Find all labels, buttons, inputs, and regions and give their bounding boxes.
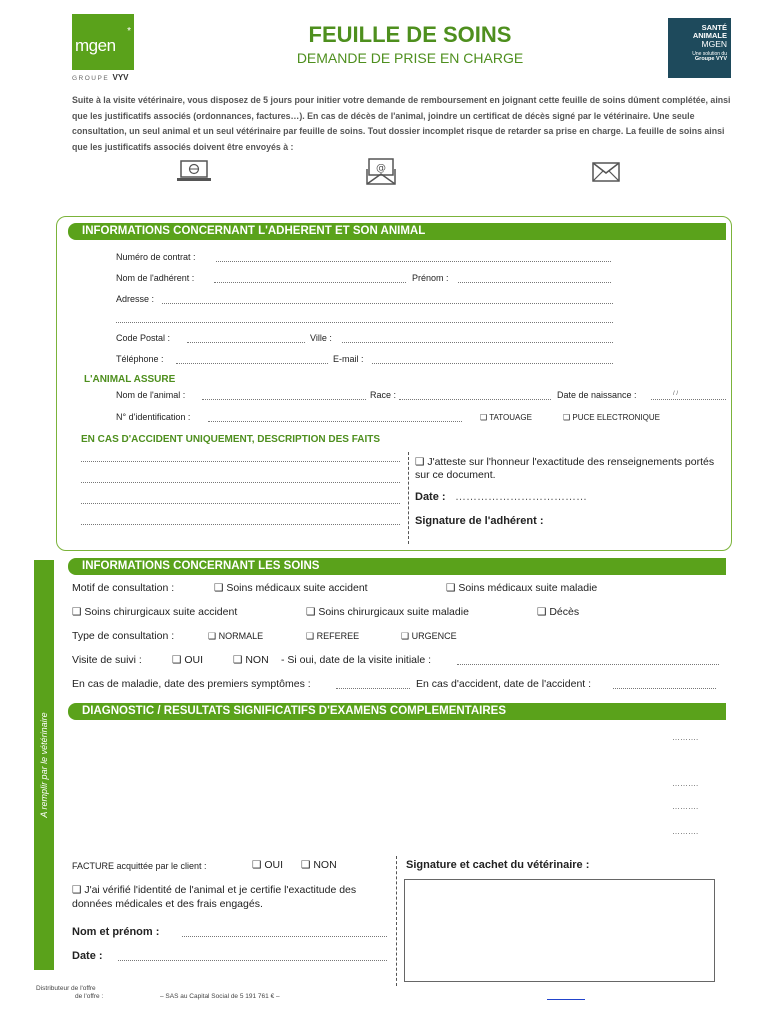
diagnostic-dots-4[interactable]: ………. (672, 827, 699, 836)
diagnostic-dots-1[interactable]: ………. (672, 733, 699, 742)
deces-checkbox[interactable]: ❑ Décès (537, 606, 580, 618)
soins-section-title: INFORMATIONS CONCERNANT LES SOINS (68, 558, 726, 575)
ville-label: Ville : (310, 333, 332, 343)
accident-divider (408, 452, 409, 544)
email-field[interactable] (372, 363, 613, 364)
soins-chir-accident-checkbox[interactable]: ❑ Soins chirurgicaux suite accident (72, 606, 238, 618)
race-label: Race : (370, 390, 397, 400)
page-subtitle: DEMANDE DE PRISE EN CHARGE (296, 50, 524, 66)
intro-text: Suite à la visite vétérinaire, vous disposez de 5 jours pour initier votre demande de remboursement en joignant cette feuille de soins dûment complétée, ainsi que les justificatifs associés (ordonnances, factures…). En cas de décès de l'animal, joindre un certificat de décès signé par le vétérinaire. Une seule consultation, un seul animal et un seul vétérinaire par feuille de soins. Tout dossier incomplet risque de retarder sa prise en charge. La feuille de soins ainsi que les justificatifs associés doivent être envoyés à : (72, 95, 731, 152)
footer-distributeur: Distributeur de l'offre (36, 985, 96, 992)
mgen-logo: mgen * (72, 14, 134, 70)
accident-line-4[interactable] (81, 524, 400, 525)
animal-heading: L'ANIMAL ASSURE (84, 374, 176, 385)
facture-label: FACTURE acquittée par le client : (72, 861, 207, 871)
soins-med-maladie-checkbox[interactable]: ❑ Soins médicaux suite maladie (446, 582, 598, 594)
code-postal-field[interactable] (187, 342, 305, 343)
svg-text:@: @ (376, 163, 386, 174)
nom-prenom-label: Nom et prénom : (72, 926, 160, 938)
identification-field[interactable] (208, 421, 462, 422)
adresse-field-line2[interactable] (116, 322, 613, 323)
prenom-field[interactable] (458, 282, 611, 283)
nom-adherent-label: Nom de l'adhérent : (116, 273, 195, 283)
adherent-date-field[interactable]: ……………………………… (455, 491, 587, 503)
adherent-section-title: INFORMATIONS CONCERNANT L'ADHERENT ET SON ANIMAL (68, 223, 726, 240)
identification-label: N° d'identification : (116, 412, 191, 422)
facture-non-checkbox[interactable]: ❑ NON (301, 859, 337, 871)
date-naissance-sep: / / (673, 391, 679, 397)
veterinaire-date-label: Date : (72, 950, 103, 962)
motif-label: Motif de consultation : (72, 582, 175, 594)
adresse-field[interactable] (162, 303, 613, 304)
facture-divider (396, 856, 397, 986)
certifie-checkbox[interactable]: ❑ J'ai vérifié l'identité de l'animal et je certifie l'exactitude des données médicales et des frais engagés. (72, 884, 357, 910)
ville-field[interactable] (342, 342, 613, 343)
visite-suivi-label: Visite de suivi : (72, 654, 142, 666)
suivi-oui-checkbox[interactable]: ❑ OUI (172, 654, 203, 666)
date-naissance-label: Date de naissance : (557, 390, 637, 400)
referee-checkbox[interactable]: ❑ REFEREE (306, 631, 360, 641)
diagnostic-section-title: DIAGNOSTIC / RESULTATS SIGNIFICATIFS D'EXAMENS COMPLEMENTAIRES (68, 703, 726, 720)
mail-envelope-icon (592, 162, 620, 182)
email-at-icon (366, 156, 396, 186)
race-field[interactable] (399, 399, 551, 400)
accident-line-3[interactable] (81, 503, 400, 504)
accident-date-label: En cas d'accident, date de l'accident : (416, 678, 592, 690)
urgence-checkbox[interactable]: ❑ URGENCE (401, 631, 457, 641)
visite-initiale-label: - Si oui, date de la visite initiale : (281, 654, 431, 666)
veterinaire-side-label: A remplir par le vétérinaire (34, 560, 54, 970)
footer-de-offre: de l'offre : (75, 993, 104, 1000)
groupe-vyv-label: GROUPE VYV (72, 73, 129, 82)
veterinaire-signature-title: Signature et cachet du vétérinaire : (406, 859, 590, 871)
footer-link[interactable] (547, 999, 585, 1000)
nom-animal-label: Nom de l'animal : (116, 390, 186, 400)
sante-animale-logo: SANTÉ ANIMALE MGEN Une solution du Groupe VYV (668, 18, 731, 78)
email-label: E-mail : (333, 354, 364, 364)
diagnostic-dots-3[interactable]: ………. (672, 802, 699, 811)
page-title: FEUILLE DE SOINS (308, 22, 512, 47)
soins-chir-maladie-checkbox[interactable]: ❑ Soins chirurgicaux suite maladie (306, 606, 469, 618)
normale-checkbox[interactable]: ❑ NORMALE (208, 631, 264, 641)
puce-checkbox[interactable]: ❑ PUCE ELECTRONIQUE (563, 413, 660, 422)
type-consultation-label: Type de consultation : (72, 630, 175, 642)
laptop-web-icon (176, 159, 212, 183)
maladie-date-field[interactable] (336, 688, 410, 689)
adresse-label: Adresse : (116, 294, 155, 304)
footer-capital: – SAS au Capital Social de 5 191 761 € – (160, 993, 280, 1000)
accident-line-2[interactable] (81, 482, 400, 483)
code-postal-label: Code Postal : (116, 333, 171, 343)
prenom-label: Prénom : (412, 273, 449, 283)
date-naissance-field[interactable] (651, 399, 726, 400)
suivi-non-checkbox[interactable]: ❑ NON (233, 654, 269, 666)
accident-heading: EN CAS D'ACCIDENT UNIQUEMENT, DESCRIPTION DES FAITS (81, 434, 381, 445)
accident-line-1[interactable] (81, 461, 400, 462)
contrat-label: Numéro de contrat : (116, 252, 196, 262)
maladie-date-label: En cas de maladie, date des premiers symptômes : (72, 678, 311, 690)
tatouage-checkbox[interactable]: ❑ TATOUAGE (480, 413, 532, 422)
adherent-date-label: Date : (415, 491, 446, 503)
atteste-checkbox[interactable]: ❑ J'atteste sur l'honneur l'exactitude des renseignements portés sur ce document. (415, 456, 715, 481)
nom-prenom-field[interactable] (182, 936, 387, 937)
veterinaire-date-field[interactable] (118, 960, 387, 961)
accident-date-field[interactable] (613, 688, 716, 689)
telephone-label: Téléphone : (116, 354, 164, 364)
telephone-field[interactable] (176, 363, 328, 364)
adherent-signature-label: Signature de l'adhérent : (415, 515, 544, 527)
visite-initiale-field[interactable] (457, 664, 719, 665)
soins-med-accident-checkbox[interactable]: ❑ Soins médicaux suite accident (214, 582, 368, 594)
facture-oui-checkbox[interactable]: ❑ OUI (252, 859, 283, 871)
nom-adherent-field[interactable] (214, 282, 406, 283)
nom-animal-field[interactable] (202, 399, 366, 400)
diagnostic-dots-2[interactable]: ………. (672, 779, 699, 788)
veterinaire-signature-box[interactable] (404, 879, 715, 982)
contrat-field[interactable] (216, 261, 611, 262)
